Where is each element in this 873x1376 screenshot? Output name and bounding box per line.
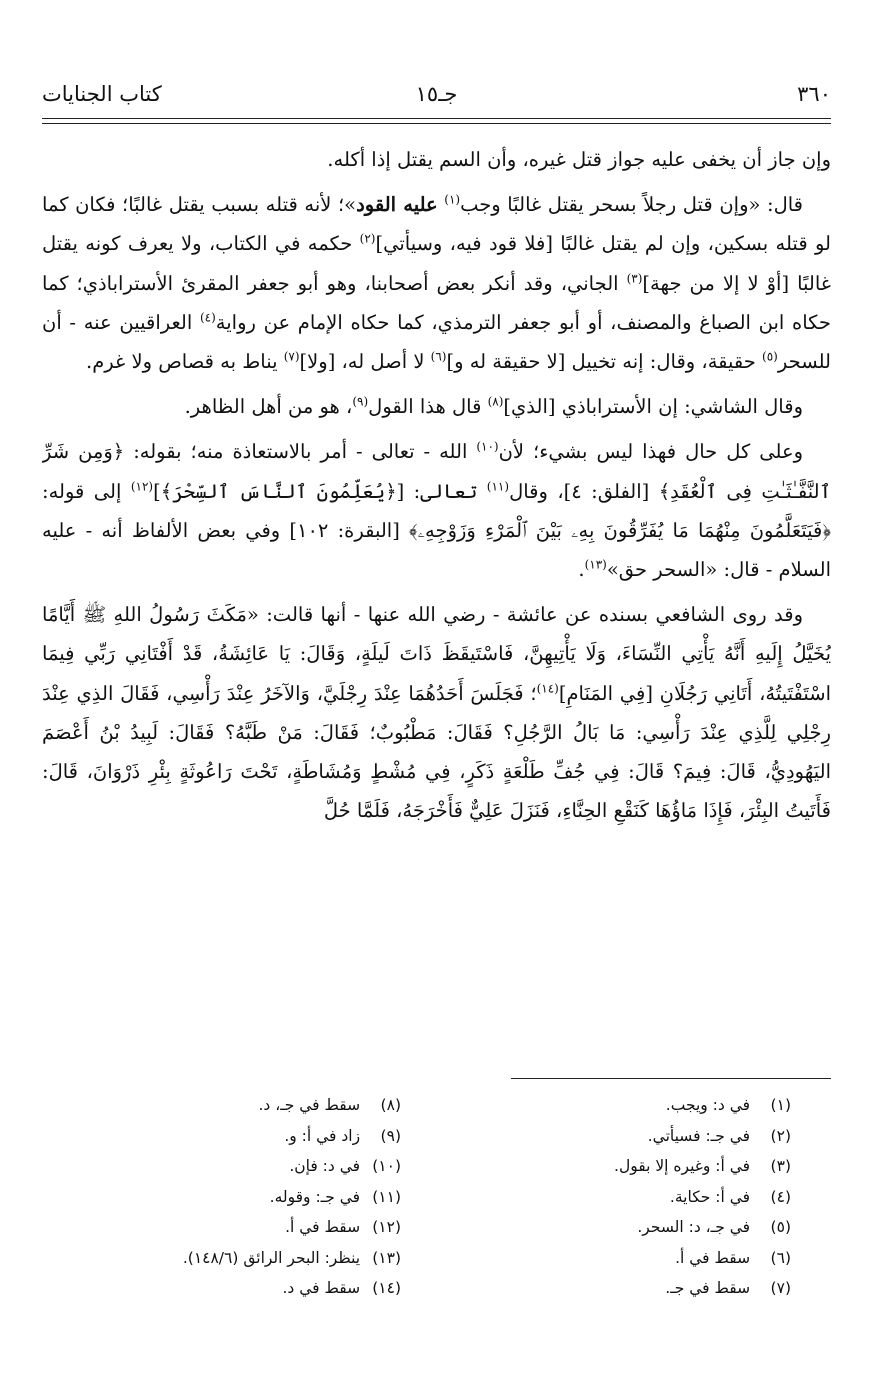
footnote-item: (٨) سقط في جـ، د.: [258, 1096, 401, 1114]
footnote-item: (٢) في جـ: فسيأتي.: [647, 1126, 791, 1145]
bold-phrase: عليه القود: [356, 193, 438, 217]
footnote-item: (١٤) سقط في د.: [282, 1279, 401, 1297]
footnote-ref-1[interactable]: (١): [444, 192, 461, 207]
book-title: كتاب الجنايات: [42, 82, 162, 106]
footnote-ref-13[interactable]: (١٣): [584, 557, 607, 572]
header-rule-top: [42, 118, 831, 119]
footnotes: [42, 1090, 831, 1310]
footnote-ref-4[interactable]: (٤): [199, 310, 216, 325]
paragraph-3: وقال الشاشي: إن الأستراباذي [الذي]$^{(٨)}$ قال هذا القول$^{(٩)}$، هو من أهل الظاهر.: [184, 394, 803, 419]
footnote-ref-6[interactable]: (٦): [430, 349, 447, 364]
footnote-ref-12[interactable]: (١٢): [130, 479, 154, 494]
volume-label: جـ١٥: [415, 82, 458, 106]
footnote-ref-8[interactable]: (٨): [487, 394, 504, 409]
footnotes-column-right: [401, 1090, 791, 1304]
footnote-ref-3[interactable]: (٣): [626, 271, 643, 286]
footnote-item: (٤) في أ: حكاية.: [669, 1187, 791, 1206]
footnote-separator: [511, 1078, 831, 1079]
footnote-item: (١٢) سقط في أ.: [285, 1218, 401, 1236]
footnote-item: (١) في د: ويجب.: [665, 1096, 791, 1114]
footnote-ref-9[interactable]: (٩): [352, 394, 369, 409]
footnote-ref-11[interactable]: (١١): [486, 479, 510, 494]
page-header: [42, 82, 831, 116]
footnote-ref-7[interactable]: (٧): [283, 349, 300, 364]
paragraph-4: وعلى كل حال فهذا ليس بشيء؛ لأن$^{(١٠)}$ الله - تعالى - أمر بالاستعاذة منه؛ بقوله: ﴿وَمِن شَرِّ ٱلنَّفَّـٰثَـٰتِ فِى ٱلْعُقَدِ﴾ [الفلق: ٤]، وقال$^{(١١)}$ تعالى: [﴿يُعَلِّمُونَ ٱلنَّاسَ ٱلسِّحْرَ﴾]$^{(١٢)}$ إلى قوله: ﴿فَيَتَعَلَّمُونَ مِنْهُمَا مَا يُفَرِّقُونَ بِهِۦ بَيْنَ ٱلْمَرْءِ وَزَوْجِهِۦ﴾ [البقرة: ١٠٢] وفي بعض الألفاظ أنه - عليه السلام - قال: «السحر حق»$^{(١٣)}$.: [42, 439, 831, 582]
footnote-item: (١٠) في د: فإن.: [289, 1157, 401, 1175]
footnote-item: (١٣) ينظر: البحر الرائق (١٤٨/٦).: [182, 1248, 401, 1267]
main-text: [42, 140, 831, 1060]
footnote-item: (١١) في جـ: وقوله.: [269, 1187, 401, 1206]
footnotes-column-left: [11, 1090, 401, 1304]
footnote-ref-2[interactable]: (٢): [359, 231, 376, 246]
page-number: ٣٦٠: [797, 82, 831, 106]
footnote-ref-10[interactable]: (١٠): [476, 439, 499, 454]
paragraph-2: قال: «وإن قتل رجلاً بسحر يقتل غالبًا وجب$^{(١)}$ عليه القود»؛ لأنه قتله بسبب يقتل غالبًا؛ فكان كما لو قتله بسكين، وإن لم يقتل غالبًا [فلا قود فيه، وسيأتي]$^{(٢)}$ حكمه في الكتاب، ولا يعرف كونه يقتل غالبًا [أوْ لا إلا من جهة]$^{(٣)}$ الجاني، وقد أنكر بعض أصحابنا، وهو أبو جعفر المقرئ الأستراباذي؛ كما حكاه ابن الصباغ والمصنف، أو أبو جعفر الترمذي، كما حكاه الإمام عن رواية$^{(٤)}$ العراقيين عنه - أن للسحر$^{(٥)}$ حقيقة، وقال: إنه تخييل [لا حقيقة له و]$^{(٦)}$ لا أصل له، [ولا]$^{(٧)}$ يناط به قصاص ولا غرم.: [42, 192, 831, 374]
footnote-item: (٩) زاد في أ: و.: [284, 1126, 401, 1145]
footnote-ref-5[interactable]: (٥): [762, 349, 778, 364]
paragraph-1: وإن جاز أن يخفى عليه جواز قتل غيره، وأن السم يقتل إذا أكله.: [327, 148, 831, 171]
footnote-item: (٣) في أ: وغيره إلا بقول.: [614, 1157, 791, 1175]
footnote-ref-14[interactable]: (١٤): [536, 681, 559, 696]
footnote-item: (٥) في جـ، د: السحر.: [637, 1218, 791, 1236]
footnote-item: (٦) سقط في أ.: [675, 1248, 791, 1267]
header-rule-bottom: [42, 123, 831, 124]
paragraph-5: وقد روى الشافعي بسنده عن عائشة - رضي الله عنها - أنها قالت: «مَكَثَ رَسُولُ اللهِ ﷺ أَيَّامًا يُخَيَّلُ إِلَيهِ أَنَّهُ يَأْتِي النِّسَاءَ، وَلَا يَأْتِيهِنَّ، فَاسْتَيقَظَ ذَاتَ لَيلَةٍ، وَقَالَ: يَا عَائِشَةُ، قَدْ أَفْتَانِي رَبِّي فِيمَا اسْتَفْتَيتُهُ، أَتَانِي رَجُلَانِ [فِي المَنَامِ]$^{(١٤)}$؛ فَجَلَسَ أَحَدُهُمَا عِنْدَ رِجْلَيَّ، وَالآخَرُ عِنْدَ رَأْسِي، فَقَالَ الذِي عِنْدَ رِجْلِي لِلَّذِي عِنْدَ رَأْسِي: مَا بَالُ الرَّجُلِ؟ فَقَالَ: مَطْبُوبٌ؛ فَقَالَ: مَنْ طَبَّهُ؟ فَقَالَ: لَبِيدُ بْنُ أَعْصَمَ اليَهُودِيُّ، قَالَ: فِيمَ؟ قَالَ: فِي جُفِّ طَلْعَةٍ ذَكَرٍ، فِي مُشْطٍ وَمُشَاطَةٍ، تَحْتَ رَاعُوثَةٍ بِئْرِ ذَرْوَانَ، قَالَ: فَأَتَيتُ البِئْرَ، فَإِذَا مَاؤُهَا كَنَقْعِ الحِنَّاءِ، فَنَزَلَ عَلِيٌّ فَأَخْرَجَهُ، فَلَمَّا حُلَّ: [42, 603, 831, 823]
footnote-item: (٧) سقط في جـ.: [665, 1279, 791, 1297]
